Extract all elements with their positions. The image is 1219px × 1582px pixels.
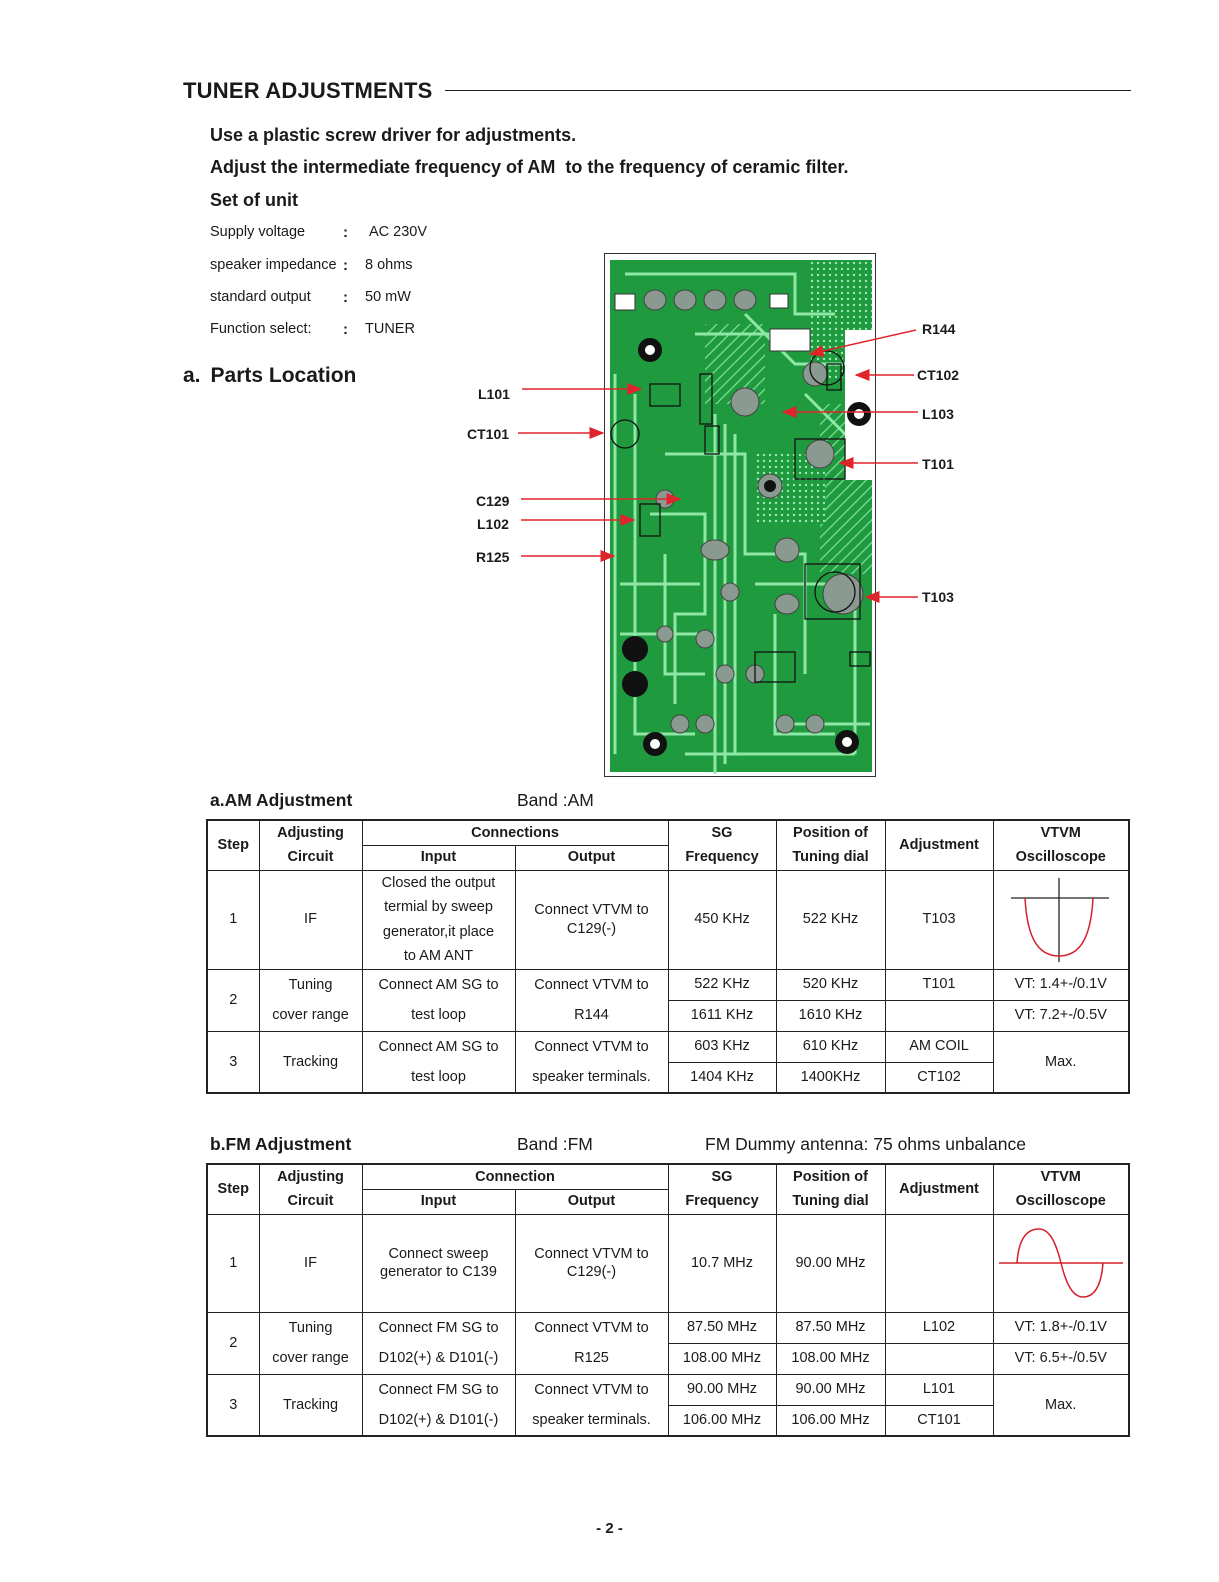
cell-step: 2 (207, 969, 259, 1031)
cell-sg: 90.00 MHz (668, 1374, 776, 1405)
header-oscilloscope: Oscilloscope (993, 1189, 1129, 1214)
cell-output: R144 (515, 1000, 668, 1031)
spec-colon: : (343, 224, 348, 241)
cell-input (362, 1214, 515, 1312)
header-tuning-dial: Tuning dial (776, 845, 885, 870)
header-sg: SG (668, 1164, 776, 1189)
cell-sg: 1611 KHz (668, 1000, 776, 1031)
header-frequency: Frequency (668, 1189, 776, 1214)
header-circuit: Circuit (259, 845, 362, 870)
cell-oscilloscope (993, 1214, 1129, 1312)
am-adjustment-table (206, 819, 1130, 1094)
cell-vtvm: VT: 6.5+-/0.5V (993, 1343, 1129, 1374)
cell-sg: 106.00 MHz (668, 1405, 776, 1436)
cell-adjustment: L101 (885, 1374, 993, 1405)
cell-adjustment: CT101 (885, 1405, 993, 1436)
spec-label-supply: Supply voltage (210, 224, 306, 240)
header-output: Output (515, 845, 668, 870)
cell-position: 106.00 MHz (776, 1405, 885, 1436)
cell-sg: 10.7 MHz (668, 1214, 776, 1312)
cell-position: 610 KHz (776, 1031, 885, 1062)
cell-vtvm: Max. (993, 1374, 1129, 1436)
label-ct101: CT101 (467, 426, 510, 442)
cell-position: 520 KHz (776, 969, 885, 1000)
cell-output: Connect VTVM to (515, 1374, 668, 1405)
header-sg: SG (668, 820, 776, 845)
cell-output (515, 870, 668, 969)
cell-input: Connect FM SG to (362, 1374, 515, 1405)
header-vtvm: VTVM (993, 820, 1129, 845)
cell-adjustment (885, 1214, 993, 1312)
am-band-label: Band :AM (517, 790, 594, 810)
cell-output: speaker terminals. (515, 1405, 668, 1436)
table-row (207, 1312, 1129, 1343)
header-step: Step (207, 820, 259, 870)
header-adjustment: Adjustment (885, 820, 993, 870)
cell-adjustment: CT102 (885, 1062, 993, 1093)
cell-position: 1610 KHz (776, 1000, 885, 1031)
instruction-screwdriver: Use a plastic screw driver for adjustments. (210, 125, 577, 145)
cell-position: 1400KHz (776, 1062, 885, 1093)
cell-output: speaker terminals. (515, 1062, 668, 1093)
cell-input: Connect AM SG to (362, 1031, 515, 1062)
cell-circuit: Tracking (259, 1374, 362, 1436)
cell-vtvm: VT: 7.2+-/0.5V (993, 1000, 1129, 1031)
table-row (207, 969, 1129, 1000)
cell-adjustment: T101 (885, 969, 993, 1000)
cell-circuit: IF (259, 1214, 362, 1312)
label-t101: T101 (922, 456, 954, 472)
cell-step: 1 (207, 870, 259, 969)
set-of-unit-heading: Set of unit (210, 190, 298, 210)
cell-adjustment: L102 (885, 1312, 993, 1343)
spec-label-impedance: speaker impedance (210, 257, 337, 273)
header-position: Position of (776, 820, 885, 845)
input-line: generator,it place (382, 923, 495, 940)
arrow-r144 (810, 330, 916, 354)
fm-band-label: Band :FM (517, 1134, 593, 1154)
cell-sg: 87.50 MHz (668, 1312, 776, 1343)
cell-adjustment: AM COIL (885, 1031, 993, 1062)
cell-circuit: cover range (259, 1000, 362, 1031)
header-position: Position of (776, 1164, 885, 1189)
label-l103: L103 (922, 406, 954, 422)
header-input: Input (362, 1189, 515, 1214)
table-row (207, 1000, 1129, 1031)
cell-step: 3 (207, 1374, 259, 1436)
am-adjustment-title: a.AM Adjustment (210, 790, 353, 810)
header-adjusting: Adjusting (259, 820, 362, 845)
cell-output: R125 (515, 1343, 668, 1374)
cell-circuit: Tracking (259, 1031, 362, 1093)
cell-vtvm: Max. (993, 1031, 1129, 1093)
header-tuning-dial: Tuning dial (776, 1189, 885, 1214)
header-oscilloscope: Oscilloscope (993, 845, 1129, 870)
cell-position: 522 KHz (776, 870, 885, 969)
page-number: - 2 - (596, 1520, 623, 1537)
input-line: to AM ANT (403, 948, 474, 964)
label-r144: R144 (922, 321, 956, 337)
cell-output: Connect VTVM to (515, 1312, 668, 1343)
cell-step: 2 (207, 1312, 259, 1374)
spec-colon: : (343, 289, 348, 306)
input-text: Connect sweep generator to C139 (380, 1245, 497, 1280)
cell-input (362, 870, 515, 969)
cell-circuit: Tuning (259, 969, 362, 1000)
label-c129: C129 (476, 493, 510, 509)
fm-adjustment-table (206, 1163, 1130, 1437)
instruction-if-frequency: Adjust the intermediate frequency of AM to the frequency of ceramic filter. (210, 157, 849, 177)
cell-circuit: cover range (259, 1343, 362, 1374)
cell-input: D102(+) & D101(-) (362, 1343, 515, 1374)
header-connection: Connection (362, 1164, 668, 1189)
cell-position: 90.00 MHz (776, 1214, 885, 1312)
header-frequency: Frequency (668, 845, 776, 870)
label-t103: T103 (922, 589, 954, 605)
header-vtvm: VTVM (993, 1164, 1129, 1189)
header-input: Input (362, 845, 515, 870)
spec-value-output: 50 mW (365, 289, 411, 305)
cell-circuit: IF (259, 870, 362, 969)
page-title: TUNER ADJUSTMENTS (183, 78, 433, 103)
cell-circuit: Tuning (259, 1312, 362, 1343)
output-text: Connect VTVM to C129(-) (534, 1245, 649, 1280)
cell-position: 108.00 MHz (776, 1343, 885, 1374)
cell-input: D102(+) & D101(-) (362, 1405, 515, 1436)
cell-vtvm: VT: 1.8+-/0.1V (993, 1312, 1129, 1343)
header-connections: Connections (362, 820, 668, 845)
cell-vtvm: VT: 1.4+-/0.1V (993, 969, 1129, 1000)
header-circuit: Circuit (259, 1189, 362, 1214)
cell-position: 87.50 MHz (776, 1312, 885, 1343)
cell-adjustment (885, 1000, 993, 1031)
cell-step: 3 (207, 1031, 259, 1093)
cell-input: Connect FM SG to (362, 1312, 515, 1343)
cell-adjustment (885, 1343, 993, 1374)
table-row (207, 1374, 1129, 1405)
spec-value-supply: AC 230V (369, 224, 428, 240)
table-row (207, 1214, 1129, 1312)
input-line: Closed the output (381, 874, 496, 891)
header-output: Output (515, 1189, 668, 1214)
table-row (207, 1031, 1129, 1062)
header-adjusting: Adjusting (259, 1164, 362, 1189)
section-prefix: a. (183, 364, 201, 387)
label-l101: L101 (478, 386, 510, 402)
input-line: termial by sweep (384, 899, 493, 915)
table-row (207, 1343, 1129, 1374)
fm-dummy-antenna-note: FM Dummy antenna: 75 ohms unbalance (705, 1134, 1026, 1154)
cell-output: Connect VTVM to (515, 1031, 668, 1062)
cell-input: test loop (362, 1062, 515, 1093)
spec-value-impedance: 8 ohms (365, 257, 413, 273)
cell-sg: 603 KHz (668, 1031, 776, 1062)
cell-input: Connect AM SG to (362, 969, 515, 1000)
spec-colon: : (343, 321, 348, 338)
s-curve-icon (997, 1223, 1125, 1303)
cell-adjustment: T103 (885, 870, 993, 969)
spec-value-function: TUNER (365, 321, 415, 337)
cell-sg: 450 KHz (668, 870, 776, 969)
cell-output: Connect VTVM to (515, 969, 668, 1000)
table-row (207, 870, 1129, 969)
if-response-curve-icon (1009, 876, 1113, 964)
cell-output (515, 1214, 668, 1312)
section-title: Parts Location (210, 364, 357, 387)
fm-adjustment-title: b.FM Adjustment (210, 1134, 352, 1154)
spec-label-function: Function select: (210, 321, 312, 337)
label-l102: L102 (477, 516, 509, 532)
cell-input: test loop (362, 1000, 515, 1031)
header-adjustment: Adjustment (885, 1164, 993, 1214)
cell-oscilloscope (993, 870, 1129, 969)
cell-sg: 108.00 MHz (668, 1343, 776, 1374)
spec-colon: : (343, 257, 348, 274)
output-text: Connect VTVM to C129(-) (534, 902, 649, 937)
cell-sg: 522 KHz (668, 969, 776, 1000)
cell-step: 1 (207, 1214, 259, 1312)
cell-sg: 1404 KHz (668, 1062, 776, 1093)
header-step: Step (207, 1164, 259, 1214)
cell-position: 90.00 MHz (776, 1374, 885, 1405)
label-r125: R125 (476, 549, 510, 565)
label-ct102: CT102 (917, 367, 960, 383)
spec-label-output: standard output (210, 289, 311, 305)
